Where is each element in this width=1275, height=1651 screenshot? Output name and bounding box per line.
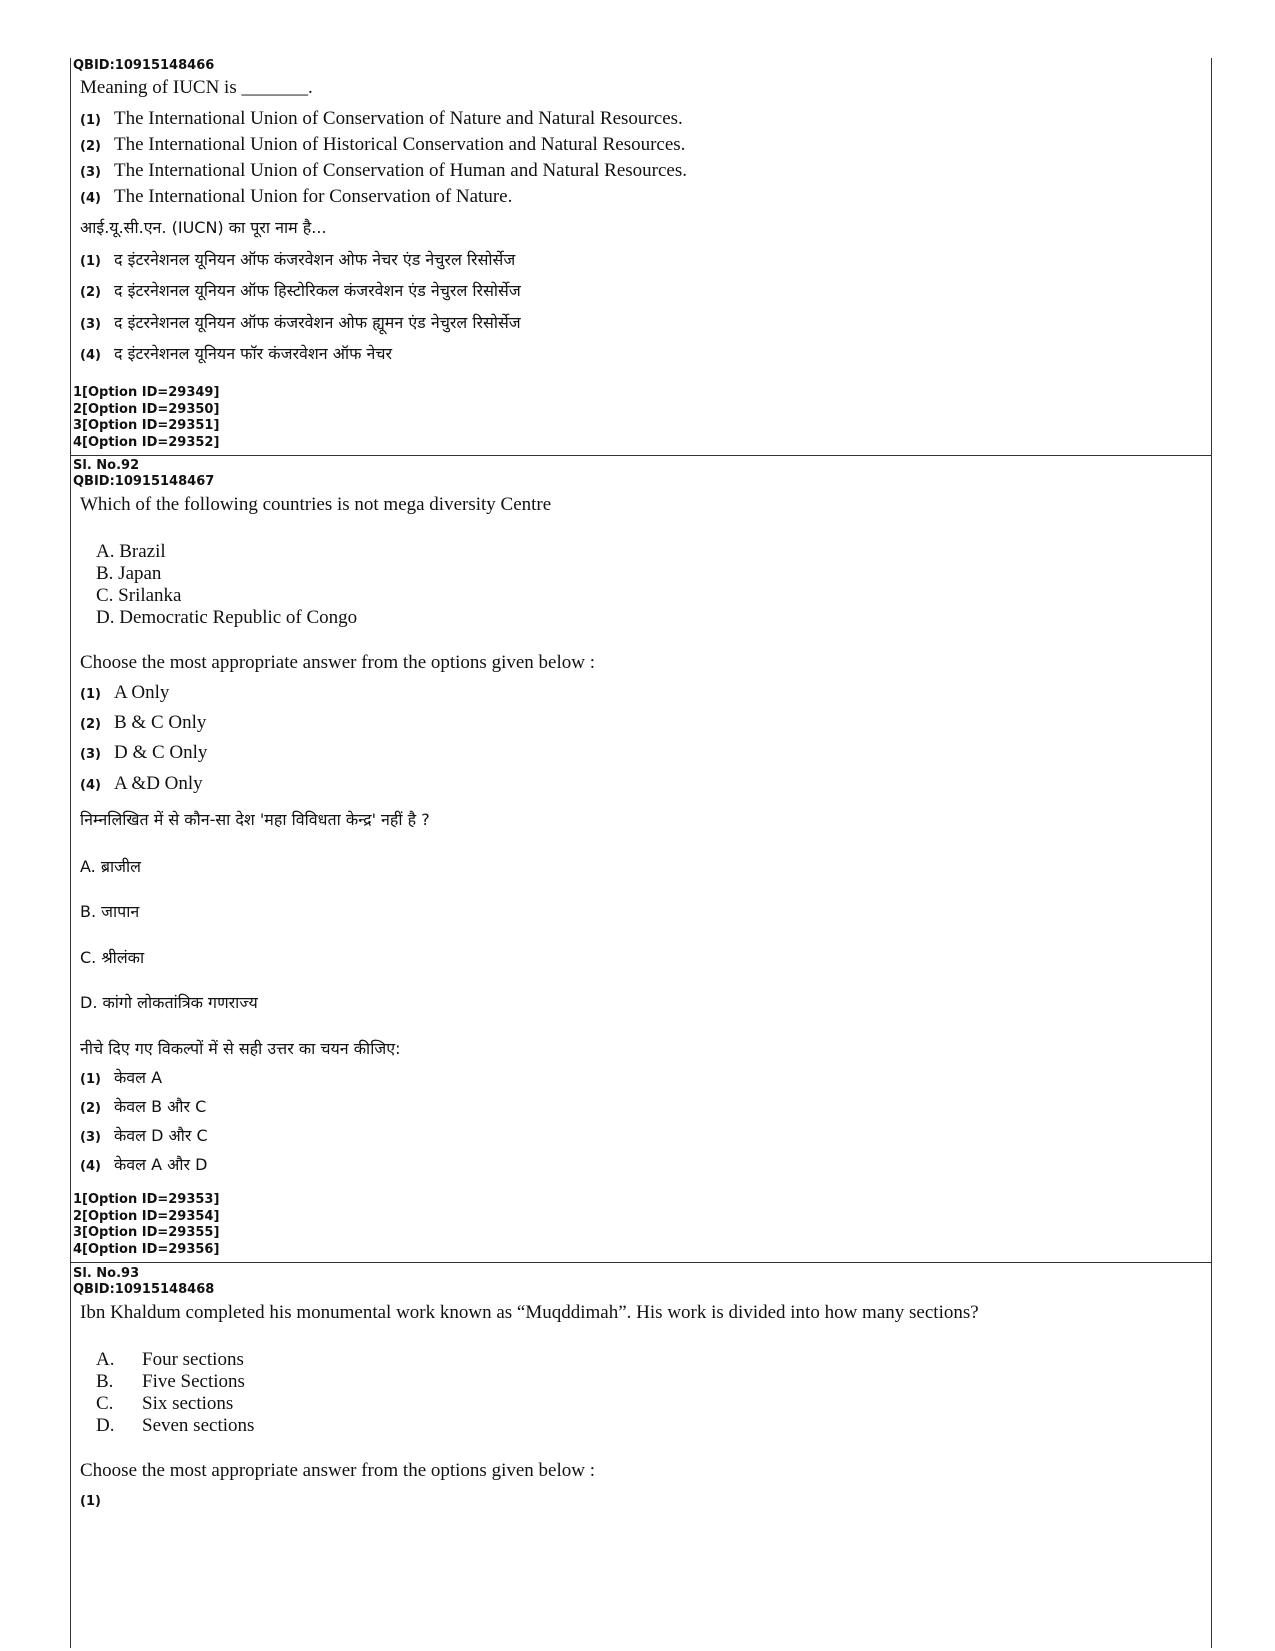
statement-text: Seven sections bbox=[142, 1415, 255, 1436]
statement-item-hi: A. ब्राजील bbox=[80, 857, 141, 876]
qbid-label: QBID:10915148468 bbox=[73, 1282, 215, 1297]
option-1-en bbox=[80, 682, 169, 704]
option-text: A Only bbox=[114, 682, 170, 703]
option-number: (3) bbox=[80, 1130, 101, 1145]
option-2-hi bbox=[80, 1095, 206, 1117]
option-4-en bbox=[80, 773, 203, 795]
statement-item bbox=[96, 1393, 233, 1415]
option-2-en bbox=[80, 134, 685, 156]
option-text: D & C Only bbox=[114, 742, 208, 763]
option-number: (4) bbox=[80, 191, 101, 206]
statement-text: Five Sections bbox=[142, 1371, 245, 1392]
option-number: (1) bbox=[80, 254, 101, 269]
option-number: (1) bbox=[80, 1494, 101, 1509]
statement-letter: A. bbox=[96, 1349, 115, 1370]
option-id: 3[Option ID=29351] bbox=[73, 418, 220, 433]
option-1-en bbox=[80, 108, 683, 130]
option-text: द इंटरनेशनल यूनियन फॉर कंजरवेशन ऑफ नेचर bbox=[114, 344, 393, 363]
option-text: केवल A bbox=[114, 1068, 163, 1087]
statement-text: Six sections bbox=[142, 1393, 234, 1414]
option-id: 4[Option ID=29352] bbox=[73, 434, 220, 450]
choose-instruction-en: Choose the most appropriate answer from the options given below : bbox=[80, 652, 596, 673]
statement-item: D. Democratic Republic of Congo bbox=[96, 607, 358, 628]
option-3-hi bbox=[80, 1124, 208, 1146]
option-number: (4) bbox=[80, 348, 101, 363]
question-text-en: Which of the following countries is not mega diversity Centre bbox=[80, 494, 552, 515]
question-text-en: Ibn Khaldum completed his monumental work known as “Muqddimah”. His work is divided into how many sections? bbox=[80, 1302, 979, 1323]
statement-letter: C. bbox=[96, 1393, 114, 1414]
option-1-hi bbox=[80, 248, 515, 270]
option-4-hi bbox=[80, 342, 392, 364]
option-number: (2) bbox=[80, 717, 101, 732]
question-text-hi: निम्नलिखित में से कौन-सा देश 'महा विविधता केन्द्र' नहीं है ? bbox=[80, 810, 430, 829]
option-number: (3) bbox=[80, 165, 101, 180]
option-3-en bbox=[80, 160, 687, 182]
section-divider bbox=[70, 455, 1211, 456]
option-number: (4) bbox=[80, 778, 101, 793]
statement-item-hi: C. श्रीलंका bbox=[80, 948, 145, 967]
option-id: 4[Option ID=29356] bbox=[73, 1241, 220, 1257]
option-number: (2) bbox=[80, 285, 101, 300]
option-id: 2[Option ID=29354] bbox=[73, 1208, 220, 1224]
option-1-en bbox=[80, 1492, 114, 1510]
choose-instruction-en: Choose the most appropriate answer from the options given below : bbox=[80, 1460, 596, 1481]
option-text: केवल D और C bbox=[114, 1126, 208, 1145]
serial-number: Sl. No.93 bbox=[73, 1266, 140, 1281]
statement-item bbox=[96, 1415, 254, 1437]
option-text: A &D Only bbox=[114, 773, 203, 794]
option-text: The International Union for Conservation of Nature. bbox=[114, 186, 513, 207]
option-id: 1[Option ID=29353] bbox=[73, 1192, 220, 1207]
option-4-en bbox=[80, 186, 512, 208]
option-number: (4) bbox=[80, 1159, 101, 1174]
option-id-list bbox=[70, 1192, 219, 1258]
option-text: B & C Only bbox=[114, 712, 207, 733]
option-text: केवल A और D bbox=[114, 1155, 208, 1174]
option-number: (2) bbox=[80, 1101, 101, 1116]
statement-item: A. Brazil bbox=[96, 541, 166, 562]
option-text: The International Union of Historical Conservation and Natural Resources. bbox=[114, 134, 686, 155]
option-number: (3) bbox=[80, 317, 101, 332]
option-2-hi bbox=[80, 279, 521, 301]
statement-letter: B. bbox=[96, 1371, 114, 1392]
option-2-en bbox=[80, 712, 206, 734]
option-3-hi bbox=[80, 311, 521, 333]
option-id: 2[Option ID=29350] bbox=[73, 401, 220, 417]
statement-letter: D. bbox=[96, 1415, 115, 1436]
statement-item: C. Srilanka bbox=[96, 585, 182, 606]
option-id-list bbox=[70, 385, 219, 451]
statement-item-hi: D. कांगो लोकतांत्रिक गणराज्य bbox=[80, 993, 258, 1012]
option-text: द इंटरनेशनल यूनियन ऑफ हिस्टोरिकल कंजरवेशन एंड नेचुरल रिसोर्सेज bbox=[114, 281, 521, 300]
qbid-label: QBID:10915148467 bbox=[73, 474, 215, 489]
option-text: The International Union of Conservation of Human and Natural Resources. bbox=[114, 160, 688, 181]
option-number: (1) bbox=[80, 687, 101, 702]
option-id: 1[Option ID=29349] bbox=[73, 385, 220, 400]
option-number: (2) bbox=[80, 139, 101, 154]
option-text: केवल B और C bbox=[114, 1097, 207, 1116]
qbid-label: QBID:10915148466 bbox=[73, 58, 215, 73]
question-text-hi: आई.यू.सी.एन. (IUCN) का पूरा नाम है... bbox=[80, 218, 327, 237]
statement-item: B. Japan bbox=[96, 563, 162, 584]
statement-item-hi: B. जापान bbox=[80, 902, 140, 921]
option-4-hi bbox=[80, 1153, 207, 1175]
option-1-hi bbox=[80, 1066, 162, 1088]
section-divider bbox=[70, 1262, 1211, 1263]
option-number: (3) bbox=[80, 747, 101, 762]
option-number: (1) bbox=[80, 1072, 101, 1087]
option-text: The International Union of Conservation of Nature and Natural Resources. bbox=[114, 108, 683, 129]
option-text: द इंटरनेशनल यूनियन ऑफ कंजरवेशन ओफ नेचर एंड नेचुरल रिसोर्सेज bbox=[114, 250, 516, 269]
choose-instruction-hi: नीचे दिए गए विकल्पों में से सही उत्तर का चयन कीजिए: bbox=[80, 1039, 401, 1058]
statement-item bbox=[96, 1371, 245, 1393]
statement-text: Four sections bbox=[142, 1349, 244, 1370]
option-3-en bbox=[80, 742, 207, 764]
option-number: (1) bbox=[80, 113, 101, 128]
statement-item bbox=[96, 1349, 244, 1371]
serial-number: Sl. No.92 bbox=[73, 458, 140, 473]
option-id: 3[Option ID=29355] bbox=[73, 1225, 220, 1240]
question-text-en: Meaning of IUCN is _______. bbox=[80, 77, 313, 98]
option-text: द इंटरनेशनल यूनियन ऑफ कंजरवेशन ओफ ह्यूमन एंड नेचुरल रिसोर्सेज bbox=[114, 313, 521, 332]
